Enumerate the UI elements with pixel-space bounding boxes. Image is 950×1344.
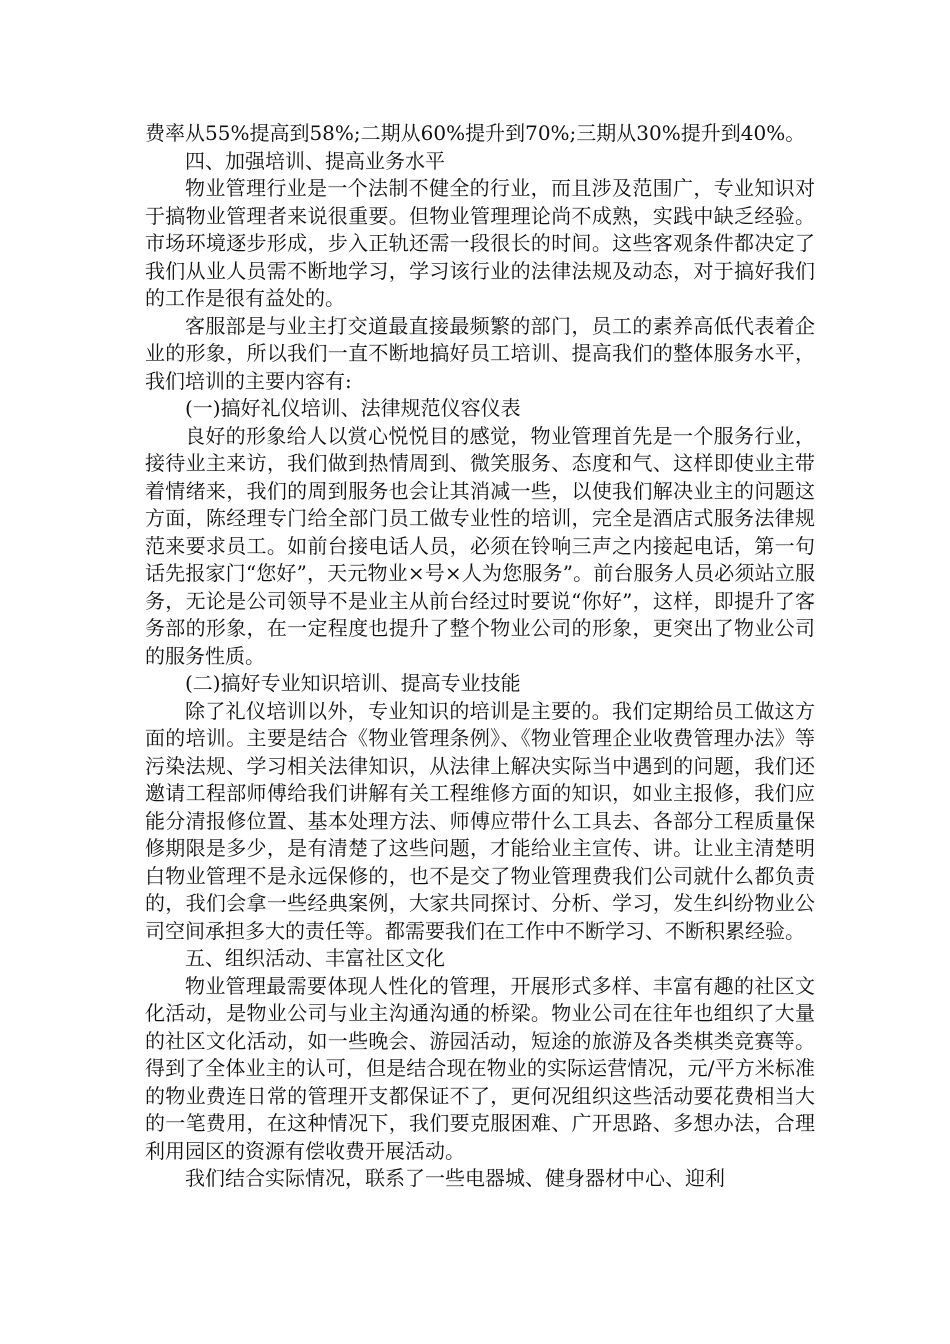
paragraph-professional: 除了礼仪培训以外，专业知识的培训是主要的。我们定期给员工做这方面的培训。主要是结合《物业管理条例》、《物业管理企业收费管理办法》等污染法规、学习相关法律知识，从法律上解决实际当中遇到的问题，我们还邀请工程部师傅给我们讲解有关工程维修方面的知识，如业主报修，我们应能分清报修位置、基本处理方法、师傅应带什么工具去、各部分工程质量保修期限是多少，是有清楚了这些问题，才能给业主宣传、讲。让业主清楚明白物业管理不是永远保修的，也不是交了物业管理费我们公司就什么都负责的，我们会拿一些经典案例，大家共同探讨、分析、学习，发生纠纷物业公司空间承担多大的责任等。都需要我们在工作中不断学习、不断积累经验。 <box>145 698 815 943</box>
paragraph-customer-service: 客服部是与业主打交道最直接最频繁的部门，员工的素养高低代表着企业的形象，所以我们一直不断地搞好员工培训、提高我们的整体服务水平，我们培训的主要内容有: <box>145 313 815 393</box>
paragraph-industry: 物业管理行业是一个法制不健全的行业，而且涉及范围广，专业知识对于搞物业管理者来说很重要。但物业管理理论尚不成熟，实践中缺乏经验。市场环境逐步形成，步入正轨还需一段很长的时间。这些客观条件都决定了我们从业人员需不断地学习，学习该行业的法律法规及动态，对于搞好我们的工作是很有益处的。 <box>145 176 815 310</box>
subheading-professional: (二)搞好专业知识培训、提高专业技能 <box>185 671 521 695</box>
subheading-etiquette: (一)搞好礼仪培训、法律规范仪容仪表 <box>185 396 521 420</box>
paragraph-etiquette: 良好的形象给人以赏心悦悦目的感觉，物业管理首先是一个服务行业，接待业主来访，我们做到热情周到、微笑服务、态度和气、这样即使业主带着情绪来，我们的周到服务也会让其消减一些，以使我们解决业主的问题这方面，陈经理专门给全部门员工做专业性的培训，完全是酒店式服务法律规范来要求员工。如前台接电话人员，必须在铃响三声之内接起电话，第一句话先报家门“您好”，天元物业×号×人为您服务”。前台服务人员必须站立服务，无论是公司领导不是业主从前台经过时要说“你好”，这样，即提升了客务部的形象，在一定程度也提升了整个物业公司的形象，更突出了物业公司的服务性质。 <box>145 423 815 668</box>
paragraph-activities: 物业管理最需要体现人性化的管理，开展形式多样、丰富有趣的社区文化活动，是物业公司与业主沟通沟通的桥梁。物业公司在往年也组织了大量的社区文化活动，如一些晚会、游园活动，短途的旅游及各类棋类竞赛等。得到了全体业主的认可，但是结合现在物业的实际运营情况，元/平方米标准的物业费连日常的管理开支都保证不了，更何况组织这些活动要花费相当大的一笔费用，在这种情况下，我们要克服困难、广开思路、多想办法，合理利用园区的资源有偿收费开展活动。 <box>145 973 815 1163</box>
paragraph-final: 我们结合实际情况，联系了一些电器城、健身器材中心、迎利 <box>185 1166 725 1190</box>
section-heading-activities: 五、组织活动、丰富社区文化 <box>185 946 445 970</box>
paragraph-continued: 费率从55%提高到58%;二期从60%提升到70%;三期从30%提升到40%。 <box>145 121 806 145</box>
section-heading-training: 四、加强培训、提高业务水平 <box>185 148 445 173</box>
document-body <box>145 120 815 1193</box>
